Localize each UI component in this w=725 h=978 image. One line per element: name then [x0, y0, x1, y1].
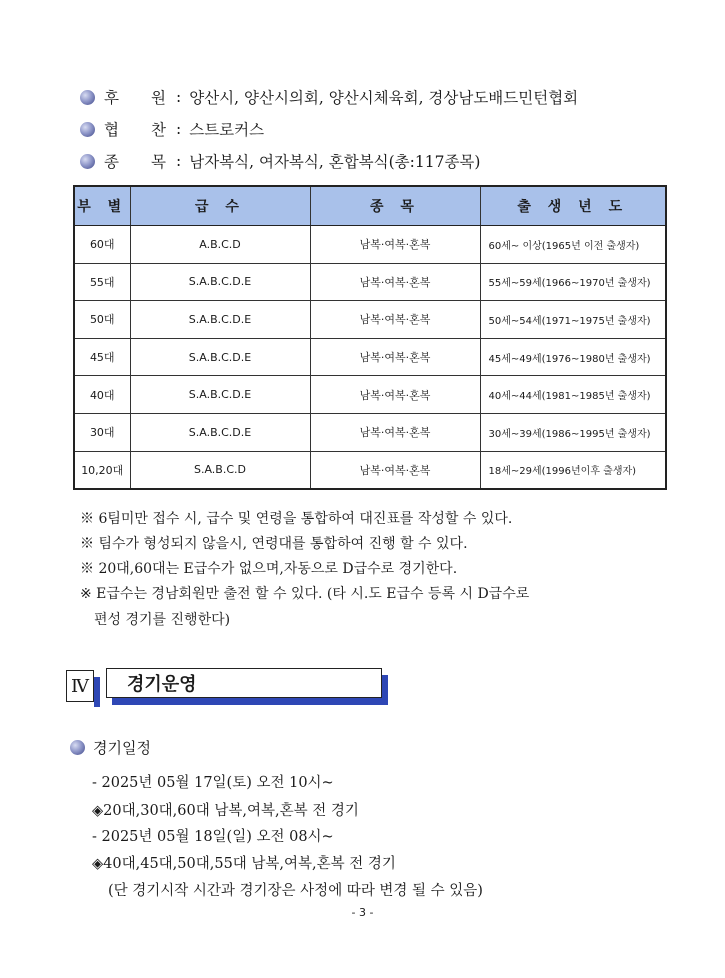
info-value: 양산시, 양산시의회, 양산시체육회, 경상남도배드민턴협회: [189, 89, 579, 107]
cell-birth: 18세~29세(1996년이후 출생자): [480, 451, 666, 489]
cell-events: 남복·여복·혼복: [310, 226, 480, 264]
cell-division: 30대: [74, 413, 130, 451]
info-row-events: 종 목 : 남자복식, 여자복식, 혼합복식(총:117종목): [80, 148, 480, 174]
bullet-icon: [80, 154, 95, 169]
info-row-cosponsor: 협 찬 : 스트로커스: [80, 116, 264, 142]
table-row: [74, 413, 666, 451]
cell-grade: S.A.B.C.D.E: [130, 263, 310, 301]
note-line: ※ E급수는 경남회원만 출전 할 수 있다. (타 시.도 E급수 등록 시 D급수로: [80, 586, 530, 602]
cell-birth: 50세~54세(1971~1975년 출생자): [480, 301, 666, 339]
note-line: ※ 20대,60대는 E급수가 없으며,자동으로 D급수로 경기한다.: [80, 561, 458, 577]
cell-events: 남복·여복·혼복: [310, 451, 480, 489]
cell-grade: A.B.C.D: [130, 226, 310, 264]
info-key: 종 목: [104, 153, 166, 171]
table-row: [74, 451, 666, 489]
header-grade: 급 수: [130, 186, 310, 226]
cell-division: 60대: [74, 226, 130, 264]
roman-box-shadow: [94, 677, 100, 707]
cell-division: 40대: [74, 376, 130, 414]
header-events: 종 목: [310, 186, 480, 226]
info-value: 남자복식, 여자복식, 혼합복식(총:117종목): [189, 153, 481, 171]
cell-grade: S.A.B.C.D.E: [130, 301, 310, 339]
cell-events: 남복·여복·혼복: [310, 263, 480, 301]
schedule-line: ◈20대,30대,60대 남복,여복,혼복 전 경기: [92, 803, 359, 819]
cell-grade: S.A.B.C.D.E: [130, 376, 310, 414]
schedule-heading: [70, 737, 151, 758]
info-row-sponsor: 후 원 : 양산시, 양산시의회, 양산시체육회, 경상남도배드민턴협회: [80, 84, 578, 110]
cell-birth: 45세~49세(1976~1980년 출생자): [480, 338, 666, 376]
table-header-row: [74, 186, 666, 226]
schedule-heading-label: 경기일정: [93, 739, 151, 757]
cell-birth: 40세~44세(1981~1985년 출생자): [480, 376, 666, 414]
info-key: 협 찬: [104, 121, 166, 139]
section-roman-numeral: Ⅳ: [66, 670, 94, 702]
cell-birth: 55세~59세(1966~1970년 출생자): [480, 263, 666, 301]
cell-division: 45대: [74, 338, 130, 376]
bullet-icon: [70, 740, 85, 755]
cell-birth: 60세~ 이상(1965년 이전 출생자): [480, 226, 666, 264]
note-line: ※ 팀수가 형성되지 않을시, 연령대를 통합하여 진행 할 수 있다.: [80, 536, 468, 552]
info-key: 후 원: [104, 89, 166, 107]
cell-division: 50대: [74, 301, 130, 339]
header-division: 부 별: [74, 186, 130, 226]
cell-events: 남복·여복·혼복: [310, 413, 480, 451]
bullet-icon: [80, 122, 95, 137]
page-number: - 3 -: [351, 906, 374, 919]
table-row: [74, 301, 666, 339]
cell-events: 남복·여복·혼복: [310, 301, 480, 339]
cell-grade: S.A.B.C.D.E: [130, 338, 310, 376]
info-value: 스트로커스: [189, 121, 265, 139]
cell-events: 남복·여복·혼복: [310, 376, 480, 414]
schedule-line: - 2025년 05월 17일(토) 오전 10시~: [92, 775, 334, 791]
note-line: ※ 6팀미만 접수 시, 급수 및 연령을 통합하여 대진표를 작성할 수 있다.: [80, 511, 513, 527]
schedule-line: ◈40대,45대,50대,55대 남복,여복,혼복 전 경기: [92, 856, 396, 872]
bullet-icon: [80, 90, 95, 105]
cell-birth: 30세~39세(1986~1995년 출생자): [480, 413, 666, 451]
table-row: [74, 376, 666, 414]
schedule-line: (단 경기시작 시간과 경기장은 사정에 따라 변경 될 수 있음): [108, 883, 483, 899]
cell-events: 남복·여복·혼복: [310, 338, 480, 376]
division-table: [73, 185, 667, 490]
cell-grade: S.A.B.C.D: [130, 451, 310, 489]
table-row: [74, 263, 666, 301]
header-birth-year: 출 생 년 도: [480, 186, 666, 226]
table-row: [74, 338, 666, 376]
cell-division: 10,20대: [74, 451, 130, 489]
cell-division: 55대: [74, 263, 130, 301]
note-continuation: 편성 경기를 진행한다): [94, 612, 231, 628]
table-row: [74, 226, 666, 264]
section-title: 경기운영: [106, 668, 382, 698]
cell-grade: S.A.B.C.D.E: [130, 413, 310, 451]
schedule-line: - 2025년 05월 18일(일) 오전 08시~: [92, 829, 334, 845]
